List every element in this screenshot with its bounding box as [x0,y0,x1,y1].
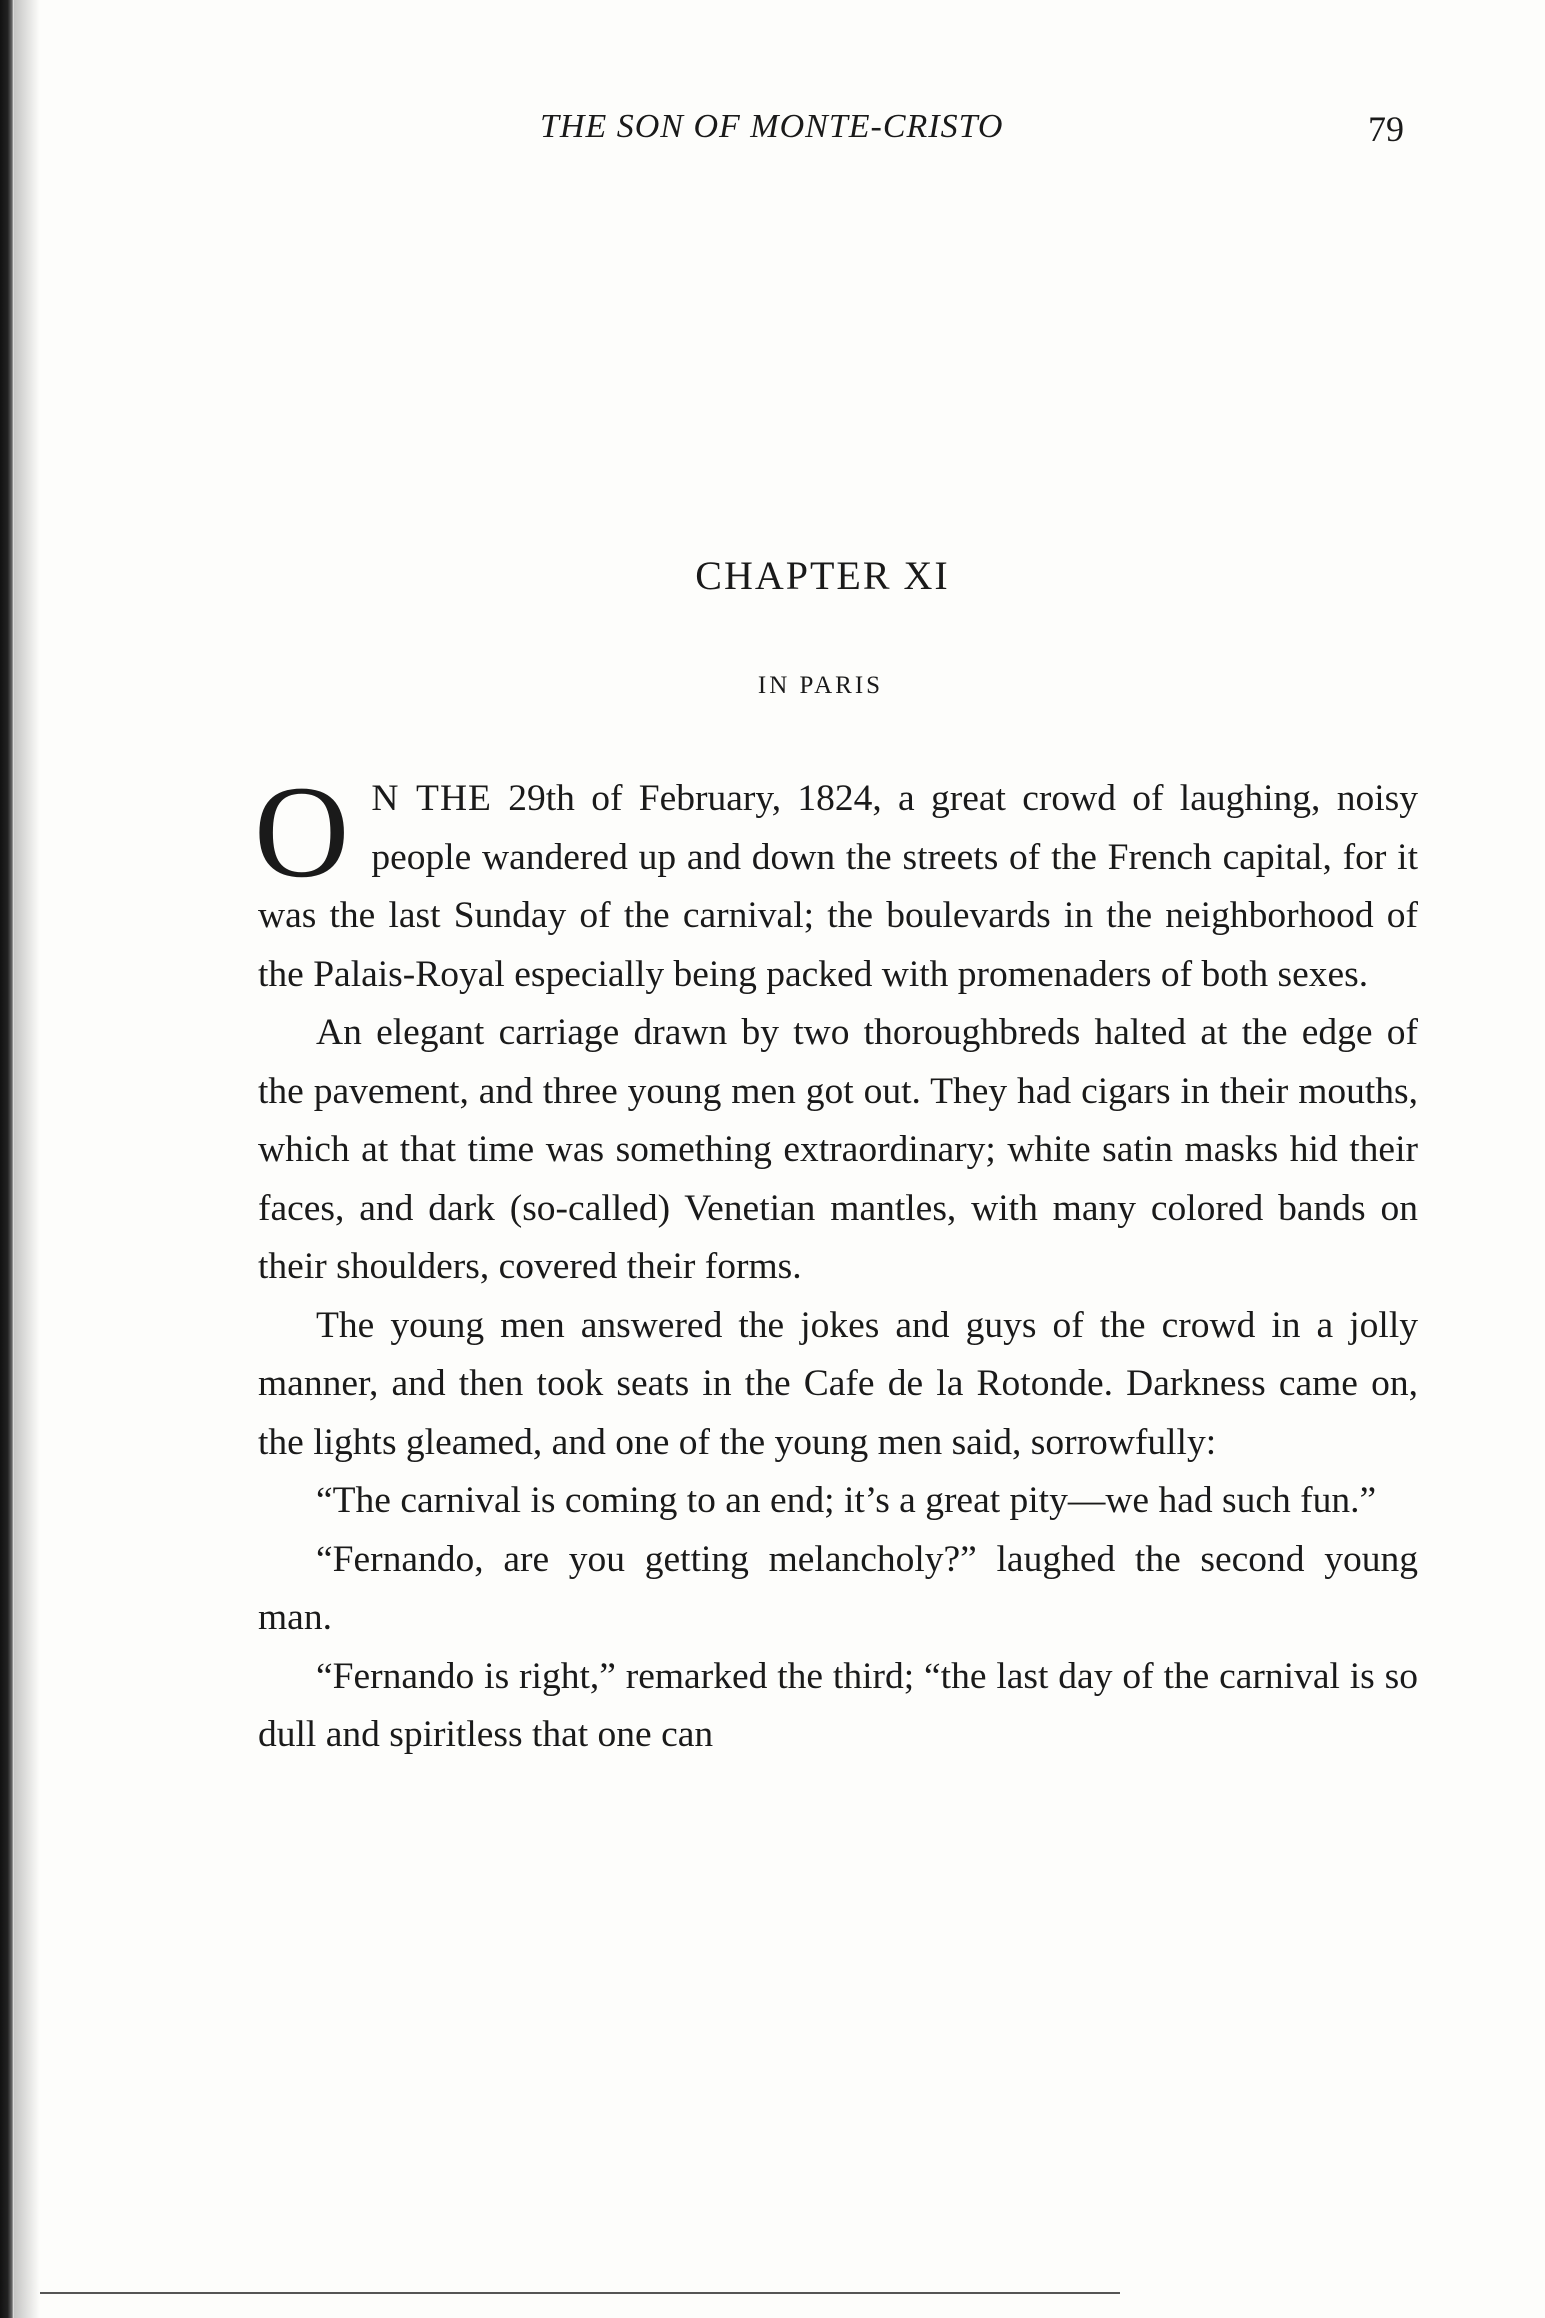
paragraph-2: An elegant carriage drawn by two thoroughbreds halted at the edge of the pavement, and three young men got out. They had cigars in their mouths, which at that time was something extraordinary; white satin masks hid their faces, and dark (so-called) Venetian mantles, with many colored bands on their shoulders, covered their forms. [258,1012,1418,1287]
page-number: 79 [1368,109,1404,149]
paragraph-1-text: 29th of February, 1824, a great crowd of laughing, noisy people wandered up and down the streets of the French capital, for it was the last Sunday of the carnival; the boulevards in the neighborhood of the Palais-Royal especially being packed with promenaders of both sexes. [258,778,1418,995]
binding-edge [0,0,14,2318]
paragraph-6: “Fernando is right,” remarked the third; “the last day of the carnival is so dull and spiritless that one can [258,1655,1418,1755]
binding-shadow [14,0,40,2318]
paragraph-3: The young men answered the jokes and guys of the crowd in a jolly manner, and then took seats in the Cafe de la Rotonde. Darkness came on, the lights gleamed, and one of the young men said, sorrowfully: [258,1304,1418,1463]
page-header [0,108,1545,158]
paragraph-1 [254,758,1418,1004]
drop-cap: O [254,758,350,905]
paragraph-5: “Fernando, are you getting melancholy?” laughed the second young man. [258,1538,1418,1638]
chapter-heading: CHAPTER XI [695,553,950,598]
chapter-body [254,758,1418,1765]
paragraph-lead: N THE [371,778,492,819]
running-title: THE SON OF MONTE-CRISTO [540,108,1004,145]
chapter-subtitle: IN PARIS [757,672,884,699]
bottom-rule [40,2292,1120,2294]
paragraph-4: “The carnival is coming to an end; it’s a great pity—we had such fun.” [316,1480,1377,1521]
